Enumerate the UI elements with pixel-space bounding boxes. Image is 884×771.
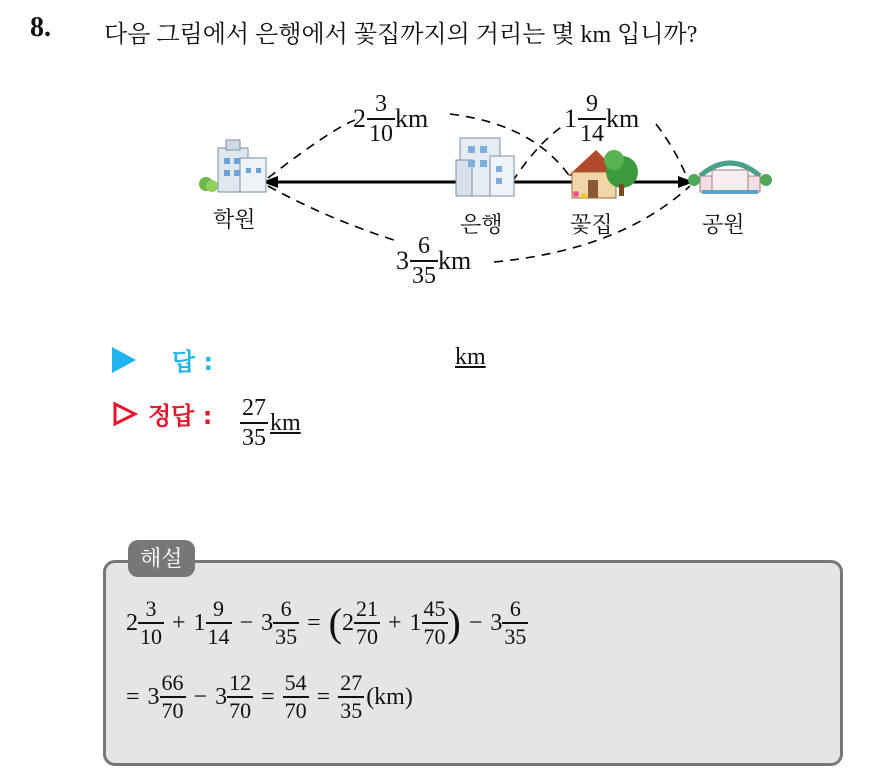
- school-building-icon: [199, 140, 266, 192]
- place-label-flower-shop: 꽃집: [570, 213, 613, 238]
- distance-whole: 3: [396, 246, 409, 275]
- distance-numerator: 3: [375, 91, 387, 117]
- bank-building-icon: [456, 138, 514, 196]
- answer-unit: km: [455, 344, 486, 370]
- arc-top-left-a: [268, 120, 355, 178]
- place-label-school: 학원: [213, 208, 256, 233]
- solution-box: [103, 560, 843, 766]
- correct-numerator: 27: [242, 395, 266, 421]
- correct-answer-row: [112, 396, 212, 431]
- play-arrow-icon: [112, 347, 136, 373]
- distance-numerator: 9: [586, 91, 598, 117]
- distance-denominator: 14: [578, 118, 606, 146]
- answer-row: [112, 342, 213, 377]
- answer-label: 답 :: [172, 348, 214, 376]
- distance-whole: 1: [564, 104, 577, 133]
- solution-line-1: 2 $\frac{3}{10}$ + 1 $\frac{9}{14}$ − 3 $\frac{6}{35}$ = ( 2 $\frac{21}{70}$ + 1 $\frac{45}{70}$ ) − 3 $\frac{6}{35}$: [126, 596, 527, 649]
- arc-bottom-a: [268, 186, 400, 242]
- place-label-bank: 은행: [460, 213, 503, 238]
- correct-answer-label: 정답 :: [148, 402, 213, 430]
- park-gate-icon: [688, 163, 772, 194]
- place-label-park: 공원: [702, 213, 745, 238]
- distance-label-school-to-flower: [353, 92, 428, 146]
- outline-arrow-icon: [112, 401, 138, 427]
- distance-label-school-to-park: [396, 234, 471, 288]
- correct-unit: km: [270, 409, 301, 436]
- distance-unit: km: [395, 104, 429, 133]
- arc-top-right-a: [512, 124, 566, 182]
- distance-unit: km: [606, 104, 640, 133]
- flower-shop-icon: [568, 150, 638, 199]
- distance-denominator: 10: [367, 118, 395, 146]
- correct-denominator: 35: [240, 422, 268, 450]
- arc-top-right-b: [656, 124, 688, 180]
- distance-label-bank-to-park: [564, 92, 639, 146]
- distance-whole: 2: [353, 104, 366, 133]
- correct-answer-value: [240, 396, 301, 450]
- question-text: 다음 그림에서 은행에서 꽃집까지의 거리는 몇 km 입니까?: [104, 22, 698, 48]
- solution-line-2: = 3 $\frac{66}{70}$ − 3 $\frac{12}{70}$ = $\frac{54}{70}$ = $\frac{27}{35}$ (km): [126, 670, 413, 723]
- distance-denominator: 35: [410, 260, 438, 288]
- distance-numerator: 6: [418, 233, 430, 259]
- question-number: 8.: [30, 12, 51, 43]
- distance-unit: km: [438, 246, 472, 275]
- solution-tab: 해설: [128, 540, 195, 577]
